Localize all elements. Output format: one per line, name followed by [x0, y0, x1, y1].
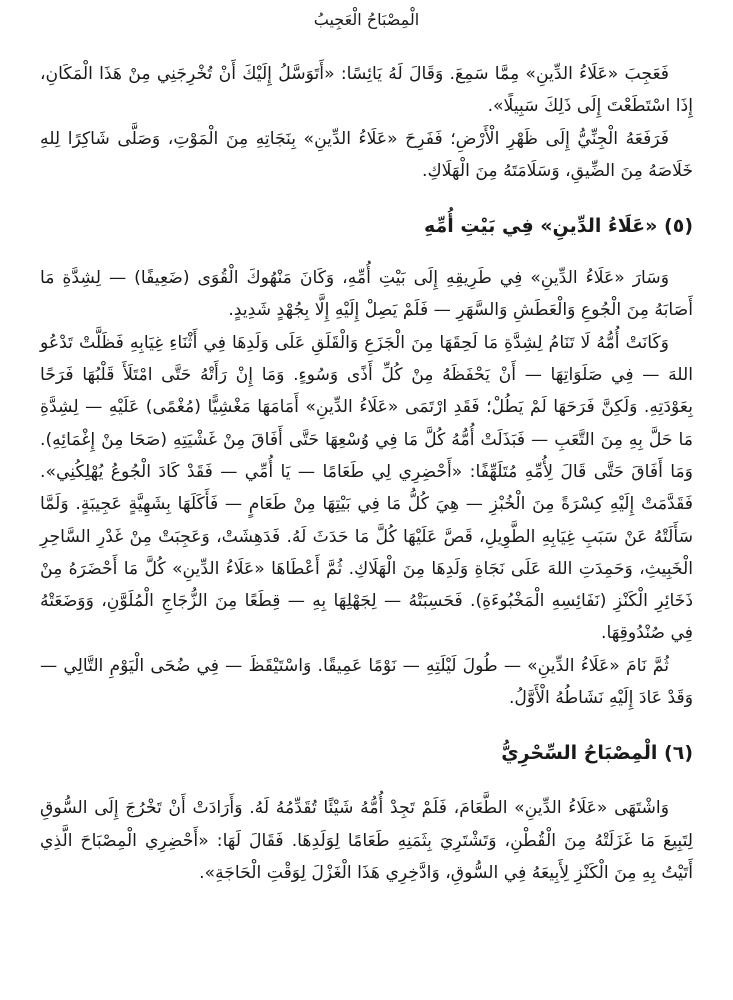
paragraph: ثُمَّ نَامَ «عَلَاءُ الدِّينِ» — طُولَ لَيْلَتِهِ — نَوْمًا عَمِيقًا. وَاسْتَيْقَظَ — فِي ضُحَى الْيَوْمِ التَّالِي — وَقَدْ عَادَ إِلَيْهِ نَشَاطُهُ الْأَوَّلُ. [40, 655, 693, 709]
running-head: الْمِصْبَاحُ الْعَجِيبُ [313, 10, 420, 29]
paragraph: وَسَارَ «عَلَاءُ الدِّينِ» فِي طَرِيقِهِ إِلَى بَيْتِ أُمِّهِ، وَكَانَ مَنْهُوكَ الْقُوَى (ضَعِيفًا) — لِشِدَّةِ مَا أَصَابَهُ مِنَ الْجُوعِ وَالْعَطَشِ وَالسَّهَرِ — فَلَمْ يَصِلْ إِلَيْهِ إِلَّا بِجُهْدٍ شَدِيدٍ. [40, 268, 693, 321]
section-heading-5: (٥) «عَلَاءُ الدِّينِ» فِي بَيْتِ أُمِّهِ [423, 215, 693, 238]
section-heading-6: (٦) الْمِصْبَاحُ السِّحْرِيُّ [501, 742, 693, 765]
page-body [40, 58, 693, 889]
paragraph: فَرَفَعَهُ الْجِنِّيُّ إِلَى ظَهْرِ الْأَرْضِ؛ فَفَرِحَ «عَلَاءُ الدِّينِ» بِنَجَاتِهِ مِنَ الْمَوْتِ، وَصَلَّى شَاكِرًا لِلهِ خَلَاصَهُ مِنَ الضِّيقِ، وَسَلَامَتَهُ مِنَ الْهَلَاكِ. [40, 128, 693, 181]
paragraph: فَعَجِبَ «عَلَاءُ الدِّينِ» مِمَّا سَمِعَ. وَقَالَ لَهُ يَائِسًا: «أَتَوَسَّلُ إِلَيْكَ أَنْ تُخْرِجَنِي مِنْ هَذَا الْمَكَانِ، إِذَا اسْتَطَعْتَ إِلَى ذَلِكَ سَبِيلًا». [40, 64, 693, 117]
paragraph: وَكَانَتْ أُمُّهُ لَا تَنَامُ لِشِدَّةِ مَا لَحِقَهَا مِنَ الْجَزَعِ وَالْقَلَقِ عَلَى وَلَدِهَا فِي أَثْنَاءِ غِيَابِهِ فَظَلَّتْ تَدْعُو اللهَ — فِي صَلَوَاتِهَا — أَنْ يَحْفَظَهُ مِنْ كُلِّ أَذًى وَسُوءٍ. وَمَا إِنْ رَأَتْهُ حَتَّى امْتَلَأَ قَلْبُهَا فَرَحًا بِعَوْدَتِهِ. وَلَكِنَّ فَرَحَهَا لَمْ يَطُلْ؛ فَقَدِ ارْتَمَى «عَلَاءُ الدِّينِ» أَمَامَهَا مَغْشِيًّا (مُغْمًى) عَلَيْهِ — لِشِدَّةِ مَا حَلَّ بِهِ مِنَ التَّعَبِ — فَبَذَلَتْ أُمُّهُ كُلَّ مَا فِي وُسْعِهَا حَتَّى أَفَاقَ مِنْ غَشْيَتِهِ (صَحَا مِنْ إِغْمَائِهِ). وَمَا أَفَاقَ حَتَّى قَالَ لِأُمِّهِ مُتَلَهِّفًا: «أَحْضِرِي لِي طَعَامًا — يَا أُمِّي — فَقَدْ كَادَ الْجُوعُ يُهْلِكُنِي». فَقَدَّمَتْ إِلَيْهِ كِسْرَةً مِنَ الْخُبْزِ — هِيَ كُلُّ مَا فِي بَيْتِهَا مِنْ طَعَامٍ — فَأَكَلَهَا بِشَهِيَّةٍ عَجِيبَةٍ. وَلَمَّا سَأَلَتْهُ عَنْ سَبَبِ غِيَابِهِ الطَّوِيلِ، قَصَّ عَلَيْهَا كُلَّ مَا حَدَثَ لَهُ. فَدَهِشَتْ، وَعَجِبَتْ مِنْ غَدْرِ السَّاحِرِ الْخَبِيثِ، وَحَمِدَتِ اللهَ عَلَى نَجَاةِ وَلَدِهَا مِنَ الْهَلَاكِ. ثُمَّ أَعْطَاهَا «عَلَاءُ الدِّينِ» كُلَّ مَا أَحْضَرَهُ مِنْ ذَخَائِرِ الْكَنْزِ (نَفَائِسِهِ الْمَخْبُوءَةِ). فَحَسِبَتْهُ — لِجَهْلِهَا بِهِ — قِطَعًا مِنَ الزُّجَاجِ الْمُلَوَّنِ، وَوَضَعَتْهُ فِي صُنْدُوقِهَا. [40, 332, 693, 644]
paragraph: وَاشْتَهَى «عَلَاءُ الدِّينِ» الطَّعَامَ، فَلَمْ تَجِدْ أُمُّهُ شَيْئًا تُقَدِّمُهُ لَهُ. وَأَرَادَتْ أَنْ تَخْرُجَ إِلَى السُّوقِ لِتَبِيعَ مَا غَزَلَتْهُ مِنَ الْقُطْنِ، وَتَشْتَرِيَ بِثَمَنِهِ طَعَامًا لِوَلَدِهَا. فَقَالَ لَهَا: «أَحْضِرِي الْمِصْبَاحَ الَّذِي أَتَيْتُ بِهِ مِنَ الْكَنْزِ لِأَبِيعَهُ فِي السُّوقِ، وَادَّخِرِي هَذَا الْغَزْلَ لِوَقْتِ الْحَاجَةِ». [40, 798, 693, 883]
